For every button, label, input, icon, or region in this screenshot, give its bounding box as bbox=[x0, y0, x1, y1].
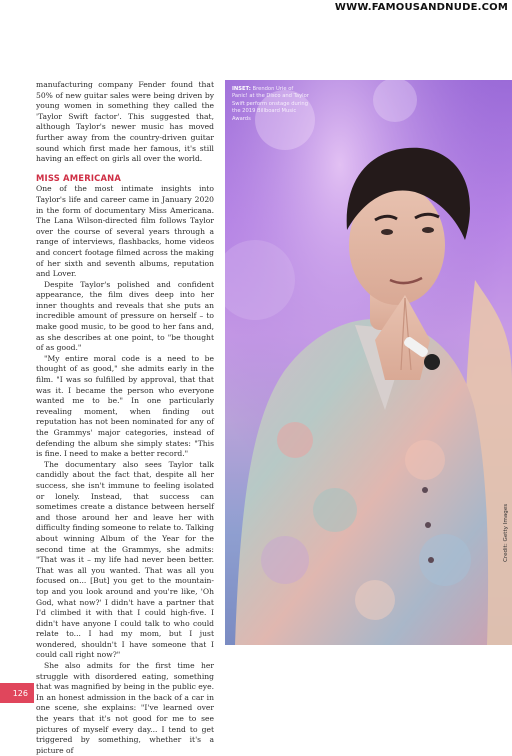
paragraph-5: She also admits for the first time her struggle with disordered eating, something that was magnified by being in the public eye. In an honest admission in the back of a car in one scene, she explains: "I've learned over the years that it's not good for me to see pictures of myself every day... I tend to get triggered by something, whether it's a picture of bbox=[36, 661, 214, 755]
paragraph-2: Despite Taylor's polished and confident appearance, the film dives deep into her inner thoughts and reveals that she puts an incredible amount of pressure on herself – to make good music, to be good to her fans and, as she describes at one point, to "be thought of as good." bbox=[36, 279, 214, 353]
intro-paragraph: manufacturing company Fender found that 50% of new guitar sales were being driven by young women in something they called the 'Taylor Swift factor'. This suggested that, although Taylor's newer music has moved further away from the country-driven guitar sound which first made her famous, it's still having an effect on girls all over the world. bbox=[36, 80, 214, 164]
page-number: 126 bbox=[0, 683, 34, 703]
photo-credit: Credit: Getty Images bbox=[503, 503, 509, 562]
performer-photo bbox=[225, 80, 512, 645]
section-heading: MISS AMERICANA bbox=[36, 172, 122, 183]
photo-illustration bbox=[225, 80, 512, 645]
caption-text: Brendon Urie of Panic! at the Disco and Taylor Swift perform onstage during the 2019 Billboard Music Awards bbox=[232, 86, 309, 122]
watermark: WWW.FAMOUSANDNUDE.COM bbox=[334, 2, 508, 13]
paragraph-4: The documentary also sees Taylor talk candidly about the fact that, despite all her success, she isn't immune to feeling isolated or lonely. Instead, that success can sometimes create a distance between herself and those around her and leave her with difficulty finding someone to relate to. Talking about winning Album of the Year for the second time at the Grammys, she admits: "That was it – my life had never been better. That was all you wanted. That was all you focused on... [But] you get to the mountain-top and you look around and you're like, 'Oh God, what now?' I didn't have a partner that I'd climbed it with that I could high-five. I didn't have anyone I could talk to who could relate to... I had my mom, but I just wondered, shouldn't I have someone that I could call right now?" bbox=[36, 459, 214, 660]
paragraph-3: "My entire moral code is a need to be thought of as good," she admits early in the film. "I was so fulfilled by approval, that that was it. I became the person who everyone wanted me to be." In one particularly revealing moment, when finding out reputation has not been nominated for any of the Grammys' major categories, instead of defending the album she simply states: "This is fine. I need to make a better record." bbox=[36, 353, 214, 459]
inset-caption bbox=[232, 86, 310, 123]
paragraph-1: One of the most intimate insights into Taylor's life and career came in January 2020 in the form of documentary Miss Americana. The Lana Wilson-directed film follows Taylor over the course of several years through a range of interviews, flashbacks, home videos and concert footage filmed across the making of her sixth and seventh albums, reputation and Lover. bbox=[36, 184, 214, 279]
article-body bbox=[36, 80, 214, 756]
caption-label: INSET: bbox=[232, 86, 251, 92]
